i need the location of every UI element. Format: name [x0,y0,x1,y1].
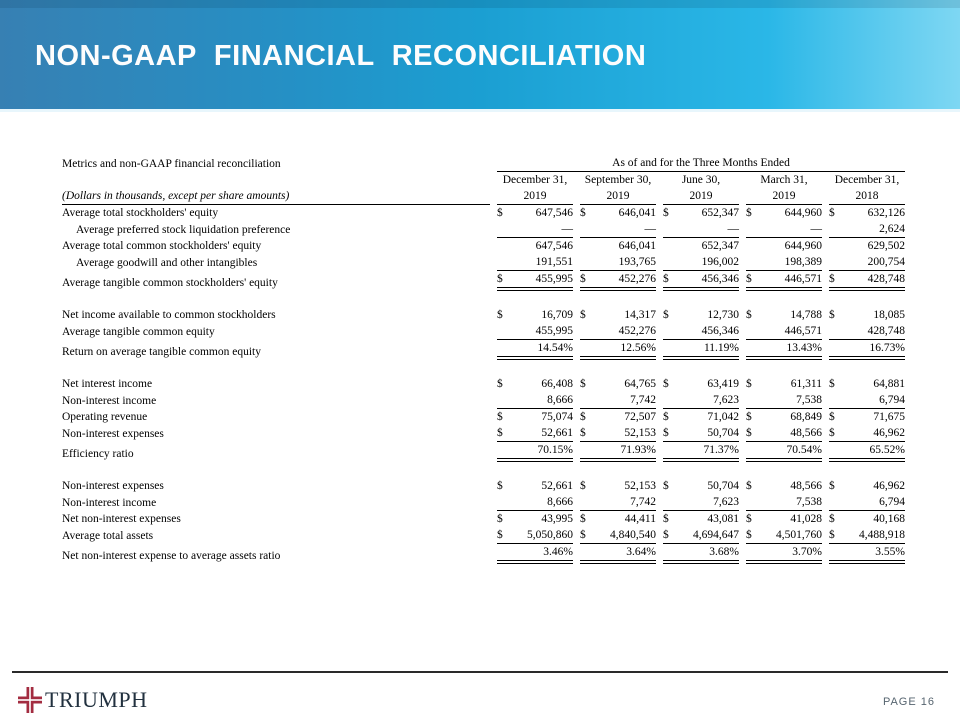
row-label: Non-interest expenses [62,480,164,492]
page-number: PAGE 16 [882,696,935,708]
cell-value: 43,081 [707,513,739,525]
table-cell [663,544,739,564]
cell-value: 4,488,918 [859,529,905,541]
cell-value: — [727,223,739,235]
table-row [62,478,905,494]
table-cell [580,254,656,271]
table-cell [497,221,573,238]
cell-value: 63,419 [707,378,739,390]
table-cell [580,376,656,392]
cell-value: 48,566 [790,480,822,492]
dollar-sign: $ [746,411,752,423]
table-cell [497,340,573,360]
column-header-year: 2019 [663,188,739,205]
table-row [62,238,905,254]
cell-value: 11.19% [703,342,739,354]
dollar-sign: $ [746,207,752,219]
cell-value: 652,347 [701,240,739,252]
cell-value: 3.46% [543,546,573,558]
cell-value: 48,566 [790,427,822,439]
cell-value: 7,623 [713,394,739,406]
table-cell [663,392,739,409]
table-row [62,340,905,360]
table-cell [497,323,573,340]
table-cell [829,271,905,291]
cell-value: 198,389 [784,256,822,268]
column-header-date: December 31, [834,174,900,186]
dollar-sign: $ [663,378,669,390]
table-cell [746,307,822,323]
dollar-sign: $ [580,529,586,541]
slide-header [0,0,960,112]
cell-value: 44,411 [624,513,656,525]
cell-value: 13.43% [786,342,822,354]
cell-value: 64,765 [624,378,656,390]
table-cell [580,527,656,544]
table-row [62,544,905,564]
table-cell [663,376,739,392]
dollar-sign: $ [746,309,752,321]
table-cell [497,271,573,291]
table-cell [497,425,573,442]
table-cell [663,425,739,442]
row-label: Return on average tangible common equity [62,346,261,358]
cell-value: — [810,223,822,235]
cell-value: 41,028 [790,513,822,525]
table-cell [663,221,739,238]
table-cell [829,409,905,425]
cell-value: 191,551 [535,256,573,268]
table-cell [663,478,739,494]
row-label: Net interest income [62,378,153,390]
dollar-sign: $ [497,513,503,525]
dollar-sign: $ [663,309,669,321]
dollar-sign: $ [746,427,752,439]
table-row [62,511,905,527]
table-cell [663,511,739,527]
dollar-sign: $ [580,411,586,423]
table-cell [829,392,905,409]
row-label: Average total common stockholders' equity [62,240,262,252]
table-cell [829,221,905,238]
column-header-date: December 31, [502,174,568,186]
table-cell [580,307,656,323]
cell-value: 3.70% [792,546,822,558]
cell-value: 646,041 [618,207,656,219]
cell-value: 72,507 [624,411,656,423]
cell-value: 3.68% [709,546,739,558]
table-row [62,376,905,392]
cell-value: 52,661 [541,427,573,439]
cell-value: 16.73% [869,342,905,354]
cell-value: 455,995 [535,325,573,337]
dollar-sign: $ [746,480,752,492]
column-header-date: March 31, [760,174,808,186]
table-cell [663,307,739,323]
table-cell [580,205,656,221]
cell-value: 446,571 [784,325,822,337]
table-cell [663,527,739,544]
table-row [62,307,905,323]
dollar-sign: $ [663,207,669,219]
cell-value: 8,666 [547,496,573,508]
dollar-sign: $ [829,309,835,321]
cell-value: — [561,223,573,235]
row-label: Net non-interest expenses [62,513,181,525]
column-header-year: 2019 [580,188,656,205]
table-row [62,442,905,462]
table-year-row [62,188,905,205]
table-cell [746,527,822,544]
table-cell [580,323,656,340]
row-label: Non-interest income [62,395,157,407]
table-cell [580,544,656,564]
table-cell [746,511,822,527]
row-label: Net non-interest expense to average assets ratio [62,550,281,562]
table-cell [746,340,822,360]
dollar-sign: $ [497,427,503,439]
cell-value: 18,085 [873,309,905,321]
cell-value: 7,623 [713,496,739,508]
table-cell [497,511,573,527]
footer-divider [12,671,948,673]
dollar-sign: $ [829,273,835,285]
cell-value: 7,538 [796,394,822,406]
cell-value: 4,840,540 [610,529,656,541]
table-row [62,254,905,271]
dollar-sign: $ [829,411,835,423]
table-cell [580,511,656,527]
table-row [62,494,905,511]
cell-value: 455,995 [535,273,573,285]
dollar-sign: $ [497,529,503,541]
row-label: Average preferred stock liquidation preference [76,224,291,236]
table-cell [580,392,656,409]
cell-value: 644,960 [784,207,822,219]
section-spacer [62,291,905,307]
cell-value: 196,002 [701,256,739,268]
table-cell [829,544,905,564]
row-label: Efficiency ratio [62,448,134,460]
cell-value: 46,962 [873,480,905,492]
column-header-year: 2019 [746,188,822,205]
cell-value: 5,050,860 [527,529,573,541]
table-cell [580,238,656,254]
table-cell [746,376,822,392]
cell-value: 75,074 [541,411,573,423]
cell-value: 456,346 [701,325,739,337]
dollar-sign: $ [663,480,669,492]
cell-value: 50,704 [707,480,739,492]
dollar-sign: $ [497,411,503,423]
cell-value: 647,546 [535,240,573,252]
cell-value: 65.52% [869,444,905,456]
dollar-sign: $ [829,427,835,439]
dollar-sign: $ [580,427,586,439]
table-cell [829,527,905,544]
cell-value: 646,041 [618,240,656,252]
table-row [62,527,905,544]
row-label: Net income available to common stockholders [62,309,276,321]
table-cell [829,323,905,340]
table-row [62,409,905,425]
table-cell [497,238,573,254]
table-cell [746,442,822,462]
table-cell [497,478,573,494]
dollar-sign: $ [497,273,503,285]
table-cell [829,511,905,527]
cell-value: 3.64% [626,546,656,558]
cell-value: 629,502 [867,240,905,252]
dollar-sign: $ [746,529,752,541]
table-cell [580,494,656,511]
table-row [62,271,905,291]
cell-value: 7,742 [630,394,656,406]
triumph-logo [18,687,148,713]
table-cell [746,238,822,254]
table-cell [746,254,822,271]
dollar-sign: $ [580,273,586,285]
table-cell [663,271,739,291]
cell-value: 50,704 [707,427,739,439]
row-label: Average total assets [62,530,154,542]
cell-value: 70.54% [786,444,822,456]
dollar-sign: $ [663,273,669,285]
dollar-sign: $ [663,529,669,541]
table-cell [746,221,822,238]
row-label: Operating revenue [62,411,148,423]
cell-value: 652,347 [701,207,739,219]
cell-value: 14.54% [537,342,573,354]
table-cell [497,442,573,462]
logo-text: TRIUMPH [45,687,148,712]
cell-value: 71.93% [620,444,656,456]
table-date-row [62,172,905,188]
cell-value: 43,995 [541,513,573,525]
cell-value: 71,675 [873,411,905,423]
table-cell [829,254,905,271]
triumph-cross-icon [18,687,42,713]
table-cell [497,254,573,271]
cell-value: 40,168 [873,513,905,525]
table-cell [829,442,905,462]
table-cell [497,544,573,564]
cell-value: 446,571 [784,273,822,285]
cell-value: 68,849 [790,411,822,423]
cell-value: 12,730 [707,309,739,321]
table-cell [580,271,656,291]
dollar-sign: $ [663,427,669,439]
cell-value: 52,153 [624,427,656,439]
row-label: Average tangible common equity [62,326,215,338]
cell-value: 52,661 [541,480,573,492]
cell-value: 647,546 [535,207,573,219]
dollar-sign: $ [497,378,503,390]
cell-value: 200,754 [867,256,905,268]
table-cell [746,205,822,221]
dollar-sign: $ [829,480,835,492]
table-cell [746,271,822,291]
row-label: Non-interest income [62,497,157,509]
table-cell [580,409,656,425]
cell-value: 64,881 [873,378,905,390]
cell-value: 61,311 [790,378,822,390]
cell-value: 16,709 [541,309,573,321]
table-cell [663,340,739,360]
cell-value: 4,694,647 [693,529,739,541]
table-cell [746,478,822,494]
cell-value: 71,042 [707,411,739,423]
column-header-date: June 30, [681,174,721,186]
row-label: Non-interest expenses [62,428,164,440]
section-spacer [62,360,905,376]
table-cell [829,494,905,511]
table-cell [497,494,573,511]
table-row [62,323,905,340]
table-cell [829,425,905,442]
cell-value: 3.55% [875,546,905,558]
table-cell [829,205,905,221]
financial-table [62,155,905,564]
dollar-sign: $ [829,378,835,390]
table-cell [746,323,822,340]
column-header-year: 2018 [829,188,905,205]
cell-value: — [644,223,656,235]
table-cell [663,494,739,511]
table-header-row [62,155,905,172]
dollar-sign: $ [580,207,586,219]
table-span-header: As of and for the Three Months Ended [497,155,905,172]
row-label: Average goodwill and other intangibles [76,257,258,269]
table-cell [829,238,905,254]
cell-value: 456,346 [701,273,739,285]
table-left-subheader: (Dollars in thousands, except per share amounts) [62,188,490,205]
table-cell [746,544,822,564]
table-row [62,205,905,221]
table-cell [663,254,739,271]
cell-value: 632,126 [867,207,905,219]
dollar-sign: $ [580,378,586,390]
table-cell [497,409,573,425]
cell-value: 428,748 [867,325,905,337]
table-cell [497,205,573,221]
dollar-sign: $ [663,411,669,423]
table-cell [663,323,739,340]
table-cell [663,205,739,221]
dollar-sign: $ [746,513,752,525]
dollar-sign: $ [580,480,586,492]
table-left-header: Metrics and non-GAAP financial reconciliation [62,158,281,170]
row-label: Average tangible common stockholders' equity [62,277,278,289]
table-cell [580,425,656,442]
table-cell [663,409,739,425]
table-cell [746,392,822,409]
cell-value: 14,317 [624,309,656,321]
cell-value: 193,765 [618,256,656,268]
page-title: NON-GAAP FINANCIAL RECONCILIATION [35,40,647,72]
table-cell [497,392,573,409]
cell-value: 452,276 [618,325,656,337]
dollar-sign: $ [497,207,503,219]
table-cell [497,307,573,323]
table-cell [746,494,822,511]
cell-value: 66,408 [541,378,573,390]
cell-value: 7,742 [630,496,656,508]
table-cell [497,376,573,392]
table-cell [663,442,739,462]
cell-value: 71.37% [703,444,739,456]
table-row [62,392,905,409]
cell-value: 7,538 [796,496,822,508]
column-header-date: September 30, [584,174,652,186]
table-cell [829,307,905,323]
cell-value: 6,794 [879,394,905,406]
dollar-sign: $ [497,480,503,492]
cell-value: 8,666 [547,394,573,406]
dollar-sign: $ [580,513,586,525]
cell-value: 452,276 [618,273,656,285]
section-spacer [62,462,905,478]
dollar-sign: $ [663,513,669,525]
cell-value: 52,153 [624,480,656,492]
cell-value: 644,960 [784,240,822,252]
cell-value: 428,748 [867,273,905,285]
table-cell [580,340,656,360]
table-cell [580,478,656,494]
table-cell [829,376,905,392]
cell-value: 14,788 [790,309,822,321]
cell-value: 12.56% [620,342,656,354]
table-cell [580,221,656,238]
dollar-sign: $ [580,309,586,321]
table-cell [497,527,573,544]
cell-value: 46,962 [873,427,905,439]
table-cell [829,478,905,494]
cell-value: 4,501,760 [776,529,822,541]
table-cell [746,425,822,442]
cell-value: 2,624 [879,223,905,235]
table-cell [829,340,905,360]
row-label: Average total stockholders' equity [62,207,219,219]
table-row [62,221,905,238]
table-cell [746,409,822,425]
financial-table-rows [62,205,905,564]
dollar-sign: $ [746,273,752,285]
dollar-sign: $ [829,529,835,541]
dollar-sign: $ [829,513,835,525]
dollar-sign: $ [497,309,503,321]
table-cell [580,442,656,462]
dollar-sign: $ [829,207,835,219]
column-header-year: 2019 [497,188,573,205]
cell-value: 6,794 [879,496,905,508]
table-cell [663,238,739,254]
table-row [62,425,905,442]
cell-value: 70.15% [537,444,573,456]
dollar-sign: $ [746,378,752,390]
